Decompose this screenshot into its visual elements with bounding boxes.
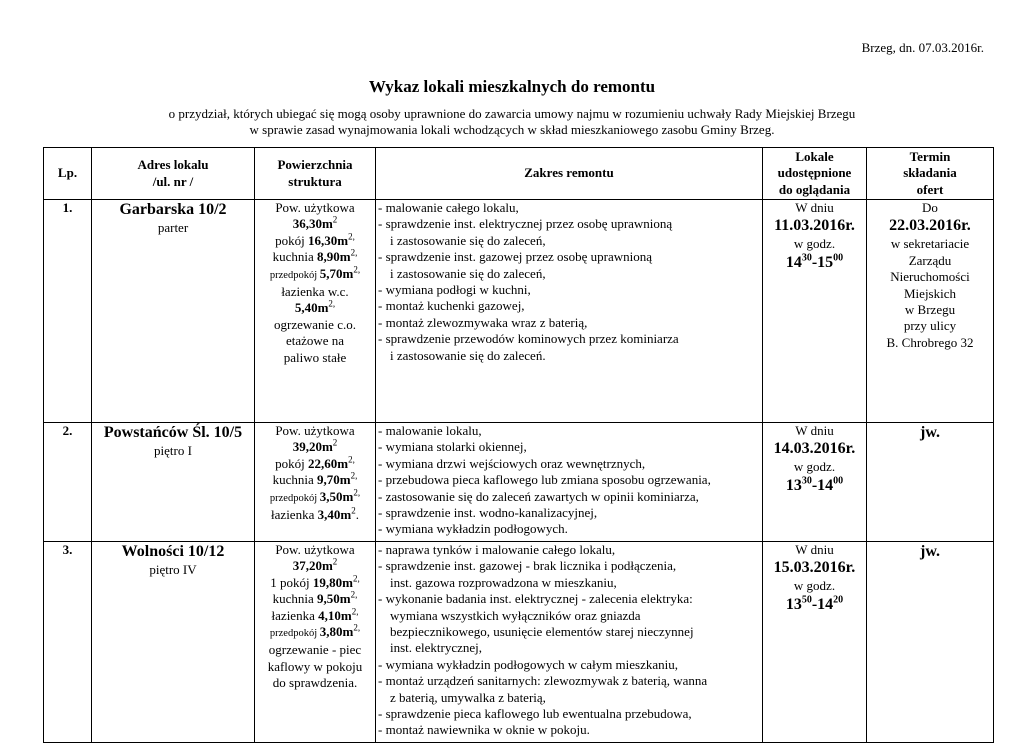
table-row	[44, 423, 994, 542]
row-lp: 3.	[44, 542, 92, 743]
row-lp: 1.	[44, 200, 92, 423]
subtitle-line-2: w sprawie zasad wynajmowania lokali wchodzących w skład mieszkaniowego zasobu Gminy Brzeg.	[249, 122, 775, 137]
apartments-table	[43, 147, 994, 743]
row-address	[92, 542, 255, 743]
column-header-address: Adres lokalu /ul. nr /	[92, 148, 255, 200]
document-title: Wykaz lokali mieszkalnych do remontu	[368, 77, 656, 96]
street-name: Garbarska 10/2	[119, 201, 227, 218]
row-address	[92, 200, 255, 423]
column-header-area: Powierzchnia struktura	[255, 148, 376, 200]
document-subtitle	[0, 106, 1024, 138]
table-row	[44, 200, 994, 423]
column-header-lp: Lp.	[44, 148, 92, 200]
street-name: Wolności 10/12	[121, 543, 225, 560]
document-date: Brzeg, dn. 07.03.2016r.	[861, 40, 984, 55]
row-deadline: jw.	[867, 423, 994, 542]
column-header-viewing: Lokale udostępnione do oglądania	[763, 148, 867, 200]
street-name: Powstańców Śl. 10/5	[103, 424, 243, 441]
row-address	[92, 423, 255, 542]
row-area: Pow. użytkowa $36,30m^2$ pokój $16,30m^{2,}$ kuchnia $8,90m^{2,}$ przedpokój $5,70m^{2,}$ łazienka w.c. $5,40m^{2,}$ ogrzewanie c.o. etażowe na paliwo stałe	[255, 200, 376, 423]
floor-label: piętro I	[154, 443, 192, 458]
row-lp: 2.	[44, 423, 92, 542]
column-header-deadline: Termin składania ofert	[867, 148, 994, 200]
floor-label: parter	[157, 220, 189, 235]
column-header-scope: Zakres remontu	[376, 148, 763, 200]
row-viewing: W dniu 11.03.2016r. w godz. $14^{30}-15^{00}$	[763, 200, 867, 423]
row-scope: - malowanie lokalu, - wymiana stolarki okiennej, - wymiana drzwi wejściowych oraz wewnętrznych, - przebudowa pieca kaflowego lub zmiana sposobu ogrzewania, - zastosowanie się do zaleceń zawartych w opinii kominiarza, - sprawdzenie inst. wodno-kanalizacyjnej, - wymiana wykładzin podłogowych.	[376, 423, 763, 542]
row-scope: - malowanie całego lokalu, - sprawdzenie inst. elektrycznej przez osobę uprawnioną i zastosowanie się do zaleceń, - sprawdzenie inst. gazowej przez osobę uprawnioną i zastosowanie się do zaleceń, - wymiana podłogi w kuchni, - montaż kuchenki gazowej, - montaż zlewozmywaka wraz z baterią, - sprawdzenie przewodów kominowych przez kominiarza i zastosowanie się do zaleceń.	[376, 200, 763, 423]
row-viewing: W dniu 14.03.2016r. w godz. $13^{30}-14^{00}$	[763, 423, 867, 542]
row-area: Pow. użytkowa $39,20m^2$ pokój $22,60m^{2,}$ kuchnia $9,70m^{2,}$ przedpokój $3,50m^{2,}$ łazienka $3,40m^2$.	[255, 423, 376, 542]
table-header-row	[44, 148, 994, 200]
table-row	[44, 542, 994, 743]
row-area: Pow. użytkowa $37,20m^2$ 1 pokój $19,80m^{2,}$ kuchnia $9,50m^{2,}$ łazienka $4,10m^{2,}$ przedpokój $3,80m^{2,}$ ogrzewanie - piec kaflowy w pokoju do sprawdzenia.	[255, 542, 376, 743]
row-deadline: jw.	[867, 542, 994, 743]
row-viewing: W dniu 15.03.2016r. w godz. $13^{50}-14^{20}$	[763, 542, 867, 743]
floor-label: piętro IV	[149, 562, 197, 577]
row-deadline: Do 22.03.2016r. w sekretariacie Zarządu Nieruchomości Miejskich w Brzegu przy ulicy B. Chrobrego 32	[867, 200, 994, 423]
subtitle-line-1: o przydział, których ubiegać się mogą osoby uprawnione do zawarcia umowy najmu w rozumieniu uchwały Rady Miejskiej Brzegu	[168, 106, 856, 121]
row-scope: - naprawa tynków i malowanie całego lokalu, - sprawdzenie inst. gazowej - brak licznika i podłączenia, inst. gazowa rozprowadzona w mieszkaniu, - wykonanie badania inst. elektrycznej - zalecenia elektryka: wymiana wszystkich wyłączników oraz gniazda bezpiecznikowego, usunięcie elementów starej nieczynnej inst. elektrycznej, - wymiana wykładzin podłogowych w całym mieszkaniu, - montaż urządzeń sanitarnych: zlewozmywak z baterią, wanna z baterią, umywalka z baterią, - sprawdzenie pieca kaflowego lub ewentualna przebudowa, - montaż nawiewnika w oknie w pokoju.	[376, 542, 763, 743]
